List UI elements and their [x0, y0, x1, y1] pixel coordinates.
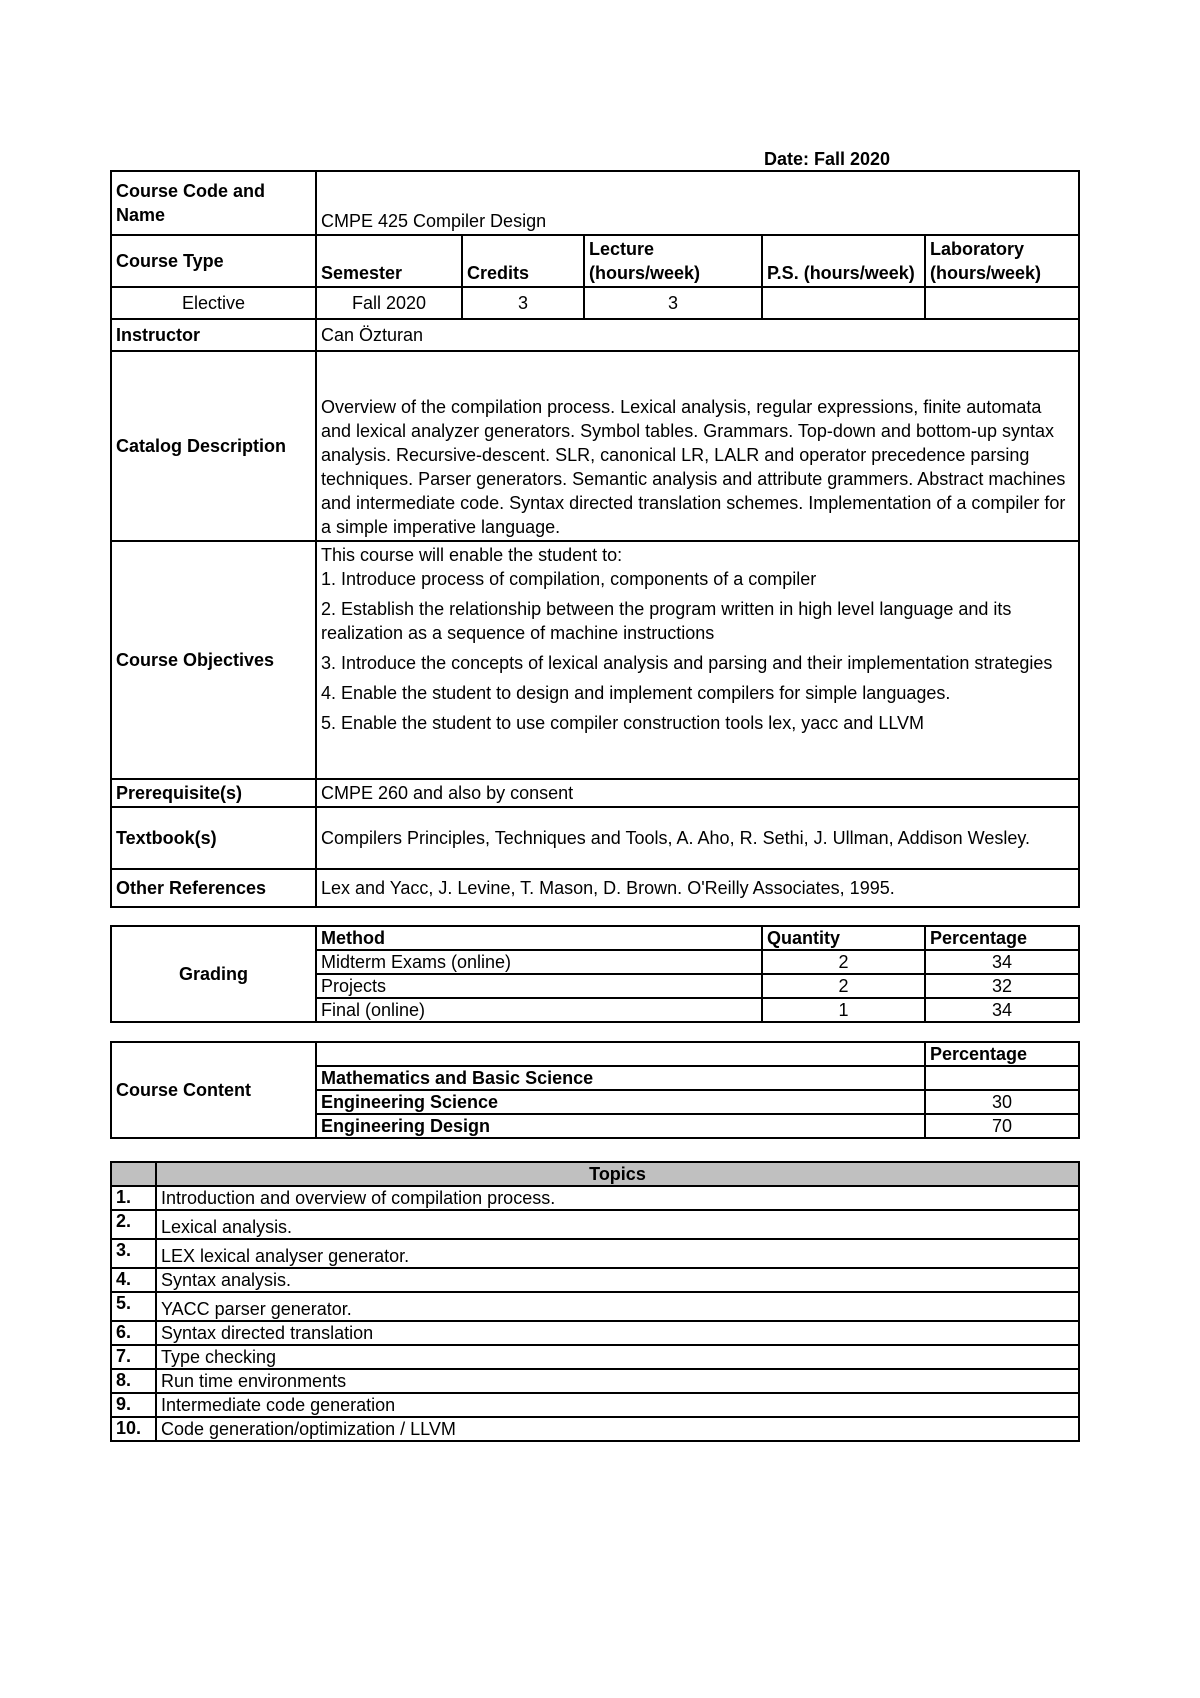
- topic-text: Lexical analysis.: [156, 1210, 1079, 1239]
- content-blank-header: [316, 1042, 925, 1066]
- content-percentage: 70: [925, 1114, 1079, 1138]
- catalog-value: Overview of the compilation process. Lexical analysis, regular expressions, finite automata and lexical analyzer generators. Symbol tables. Grammars. Top-down and bottom-up syntax analysis. Recursive-descent. SLR, canonical LR, LALR and operator precedence parsing techniques. Parser generators. Semantic analysis and attribute grammers. Abstract machines and intermediate code. Syntax directed translation schemes. Implementation of a compiler for a simple imperative language.: [316, 351, 1079, 541]
- topic-text: Intermediate code generation: [156, 1393, 1079, 1417]
- content-category: Engineering Design: [316, 1114, 925, 1138]
- grading-quantity: 2: [762, 974, 925, 998]
- topic-text: YACC parser generator.: [156, 1292, 1079, 1321]
- topic-text: Code generation/optimization / LLVM: [156, 1417, 1079, 1441]
- topic-number: 9.: [111, 1393, 156, 1417]
- course-type-label: Course Type: [111, 235, 316, 287]
- grading-method: Projects: [316, 974, 762, 998]
- grading-quantity: 1: [762, 998, 925, 1022]
- ps-header: P.S. (hours/week): [762, 235, 925, 287]
- instructor-label: Instructor: [111, 319, 316, 351]
- course-info-table: [110, 170, 1080, 908]
- content-percentage-header: Percentage: [925, 1042, 1079, 1066]
- topic-number: 7.: [111, 1345, 156, 1369]
- grading-percentage: 34: [925, 998, 1079, 1022]
- grading-table: [110, 925, 1080, 1023]
- grading-label: Grading: [111, 926, 316, 1022]
- topic-number: 5.: [111, 1292, 156, 1321]
- topic-number: 2.: [111, 1210, 156, 1239]
- topic-text: Introduction and overview of compilation process.: [156, 1186, 1079, 1210]
- grading-method: Midterm Exams (online): [316, 950, 762, 974]
- topic-text: Run time environments: [156, 1369, 1079, 1393]
- content-category: Engineering Science: [316, 1090, 925, 1114]
- course-content-table: [110, 1041, 1080, 1139]
- grading-percentage: 34: [925, 950, 1079, 974]
- content-label: Course Content: [111, 1042, 316, 1138]
- other-refs-value: Lex and Yacc, J. Levine, T. Mason, D. Brown. O'Reilly Associates, 1995.: [316, 869, 1079, 907]
- topic-number: 10.: [111, 1417, 156, 1441]
- course-type-value: Elective: [111, 287, 316, 319]
- content-category: Mathematics and Basic Science: [316, 1066, 925, 1090]
- grading-method: Final (online): [316, 998, 762, 1022]
- grading-quantity-header: Quantity: [762, 926, 925, 950]
- instructor-value: Can Özturan: [316, 319, 1079, 351]
- topics-header-blank: [111, 1162, 156, 1186]
- topic-number: 4.: [111, 1268, 156, 1292]
- textbook-value: Compilers Principles, Techniques and Tools, A. Aho, R. Sethi, J. Ullman, Addison Wesley.: [316, 807, 1079, 869]
- objective-item: 4. Enable the student to design and implement compilers for simple languages.: [321, 683, 951, 703]
- lab-value: [925, 287, 1079, 319]
- prereq-label: Prerequisite(s): [111, 779, 316, 807]
- catalog-label: Catalog Description: [111, 351, 316, 541]
- credits-header: Credits: [462, 235, 584, 287]
- objective-item: 3. Introduce the concepts of lexical analysis and parsing and their implementation strategies: [321, 653, 1053, 673]
- topic-number: 6.: [111, 1321, 156, 1345]
- topics-table: [110, 1161, 1080, 1442]
- objective-intro: This course will enable the student to:: [321, 545, 623, 565]
- topic-text: Syntax analysis.: [156, 1268, 1079, 1292]
- ps-value: [762, 287, 925, 319]
- objective-item: 2. Establish the relationship between the program written in high level language and its realization as a sequence of machine instructions: [321, 599, 1012, 643]
- other-refs-label: Other References: [111, 869, 316, 907]
- credits-value: 3: [462, 287, 584, 319]
- topic-text: Syntax directed translation: [156, 1321, 1079, 1345]
- grading-percentage-header: Percentage: [925, 926, 1079, 950]
- objectives-label: Course Objectives: [111, 541, 316, 779]
- objective-item: 1. Introduce process of compilation, components of a compiler: [321, 569, 817, 589]
- semester-header: Semester: [316, 235, 462, 287]
- textbook-label: Textbook(s): [111, 807, 316, 869]
- semester-value: Fall 2020: [316, 287, 462, 319]
- topic-text: LEX lexical analyser generator.: [156, 1239, 1079, 1268]
- content-percentage: [925, 1066, 1079, 1090]
- grading-quantity: 2: [762, 950, 925, 974]
- content-percentage: 30: [925, 1090, 1079, 1114]
- grading-method-header: Method: [316, 926, 762, 950]
- objectives-list: [316, 541, 1079, 779]
- topic-number: 3.: [111, 1239, 156, 1268]
- lab-header: Laboratory (hours/week): [925, 235, 1079, 287]
- topic-text: Type checking: [156, 1345, 1079, 1369]
- course-code-label: Course Code and Name: [111, 171, 316, 235]
- course-code-value: CMPE 425 Compiler Design: [316, 171, 1079, 235]
- topic-number: 1.: [111, 1186, 156, 1210]
- lecture-header: Lecture (hours/week): [584, 235, 762, 287]
- date-label: Date: Fall 2020: [764, 149, 891, 169]
- prereq-value: CMPE 260 and also by consent: [316, 779, 1079, 807]
- topics-header: Topics: [156, 1162, 1079, 1186]
- grading-percentage: 32: [925, 974, 1079, 998]
- lecture-value: 3: [584, 287, 762, 319]
- objective-item: 5. Enable the student to use compiler construction tools lex, yacc and LLVM: [321, 713, 924, 733]
- topic-number: 8.: [111, 1369, 156, 1393]
